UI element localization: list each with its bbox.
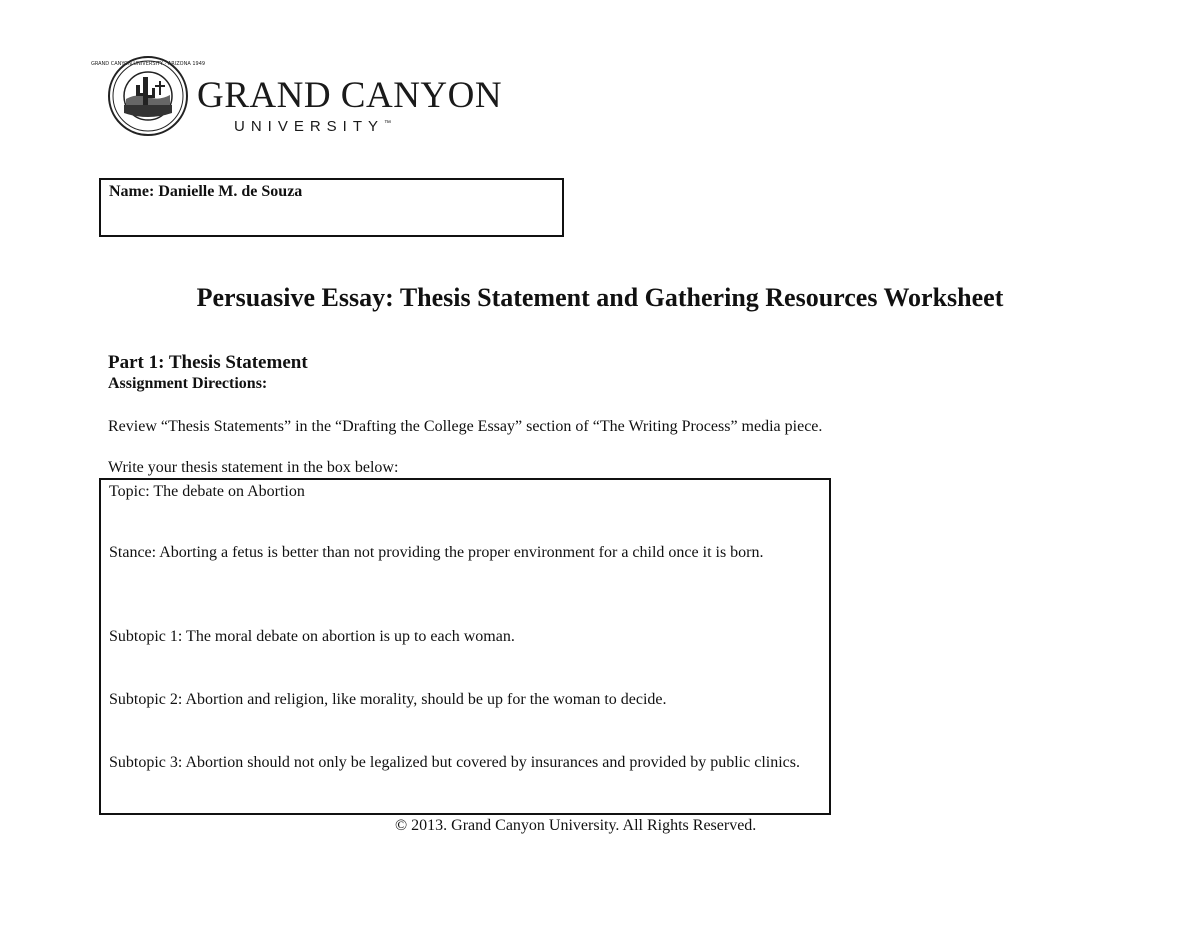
name-field-value: Name: Danielle M. de Souza	[109, 183, 303, 200]
name-field-box[interactable]	[99, 178, 564, 237]
trademark-symbol: ™	[384, 120, 392, 127]
write-instruction: Write your thesis statement in the box below:	[108, 459, 399, 476]
thesis-statement-box[interactable]	[99, 478, 831, 815]
assignment-directions-label: Assignment Directions:	[108, 375, 268, 392]
thesis-topic: Topic: The debate on Abortion	[109, 483, 305, 500]
thesis-subtopic-3: Subtopic 3: Abortion should not only be legalized but covered by insurances and provided by public clinics.	[109, 754, 800, 771]
thesis-subtopic-1: Subtopic 1: The moral debate on abortion is up to each woman.	[109, 628, 515, 645]
logo-wordmark: GRAND CANYON	[197, 75, 503, 116]
copyright-notice: © 2013. Grand Canyon University. All Rights Reserved.	[395, 817, 757, 834]
review-instruction: Review “Thesis Statements” in the “Drafting the College Essay” section of “The Writing Process” media piece.	[108, 418, 823, 435]
seal-text: GRAND CANYON UNIVERSITY · ARIZONA 1949	[90, 61, 206, 67]
thesis-subtopic-2: Subtopic 2: Abortion and religion, like morality, should be up for the woman to decide.	[109, 691, 667, 708]
logo-subtitle	[234, 119, 391, 134]
university-logo	[90, 55, 503, 140]
logo-subtitle-text: UNIVERSITY	[234, 118, 385, 135]
part1-heading: Part 1: Thesis Statement	[108, 352, 308, 373]
thesis-stance: Stance: Aborting a fetus is better than not providing the proper environment for a child once it is born.	[109, 544, 764, 561]
university-seal-icon	[90, 55, 206, 137]
document-title: Persuasive Essay: Thesis Statement and Gathering Resources Worksheet	[196, 283, 1004, 312]
